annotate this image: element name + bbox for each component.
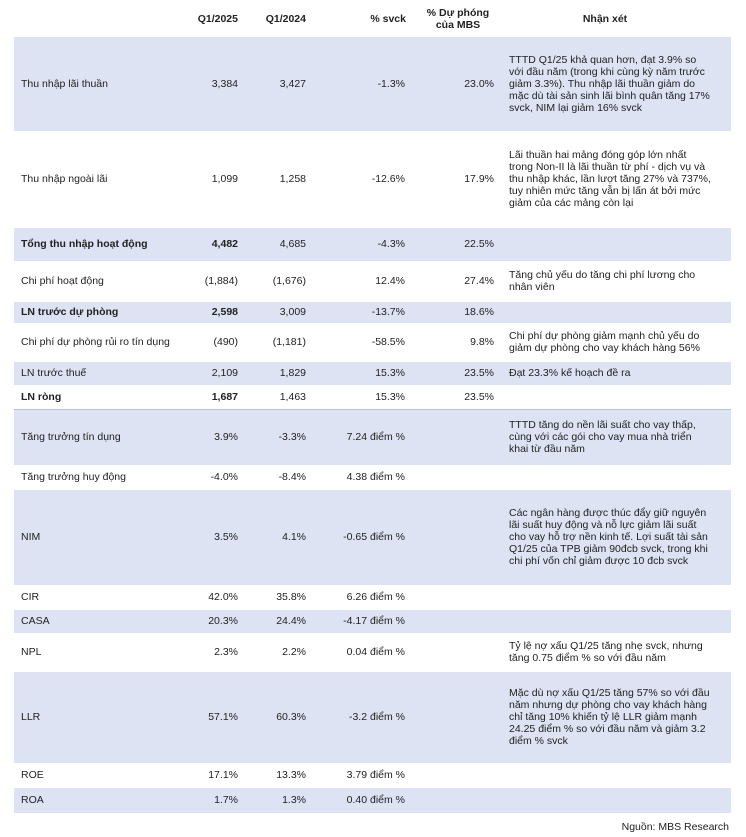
value-yoy: 4.38 điểm % — [346, 471, 405, 483]
row-note: Tỷ lệ nợ xấu Q1/25 tăng nhẹ svck, nhưng tăng 0.75 điểm % so với đầu năm — [509, 640, 703, 664]
value-q1-2025: 3.9% — [180, 409, 238, 465]
row-note: TTTD tăng do nền lãi suất cho vay thấp, cùng với các gói cho vay mua nhà triển khai từ đầu năm — [494, 409, 731, 465]
financial-results-table — [14, 37, 731, 814]
row-note — [494, 787, 731, 813]
table-row — [14, 489, 731, 585]
table-row — [14, 609, 731, 633]
value-forecast — [405, 409, 494, 465]
value-q1-2024: (1,676) — [272, 275, 306, 287]
row-note: Đạt 23.3% kế hoạch đề ra — [494, 361, 731, 385]
table-header — [0, 0, 746, 36]
row-note — [494, 385, 731, 409]
value-q1-2024: 3,009 — [238, 301, 306, 323]
value-q1-2024: 4,685 — [238, 227, 306, 261]
row-label: Tăng trưởng huy động — [21, 471, 126, 483]
value-forecast — [405, 489, 494, 585]
row-note — [494, 301, 731, 323]
row-label: ROA — [14, 787, 180, 813]
value-forecast: 17.9% — [464, 173, 494, 185]
value-forecast: 18.6% — [405, 301, 494, 323]
value-q1-2024: 1.3% — [238, 787, 306, 813]
value-yoy: 15.3% — [306, 361, 405, 385]
value-q1-2024: 13.3% — [276, 769, 306, 781]
value-q1-2024: 24.4% — [238, 609, 306, 633]
value-forecast — [405, 671, 494, 763]
table-row — [14, 465, 731, 489]
value-yoy: -4.17 điểm % — [306, 609, 405, 633]
value-yoy: 7.24 điểm % — [306, 409, 405, 465]
row-label: Tăng trưởng tín dụng — [14, 409, 180, 465]
value-q1-2025: 1,687 — [211, 391, 238, 403]
value-q1-2024: (1,181) — [272, 336, 306, 348]
table-row — [14, 633, 731, 671]
row-label: LN trước thuế — [14, 361, 180, 385]
value-yoy: -13.7% — [306, 301, 405, 323]
row-label: CIR — [21, 591, 40, 603]
value-forecast — [405, 763, 494, 787]
table-row — [14, 301, 731, 323]
value-forecast: 22.5% — [405, 227, 494, 261]
row-note: Mặc dù nợ xấu Q1/25 tăng 57% so với đầu năm nhưng dự phòng cho vay khách hàng chỉ tăng 10% khiến tỷ lệ LLR giảm mạnh 24.25 điểm % so với đầu năm và giảm 3.2 điểm % svck — [494, 671, 731, 763]
header-forecast-line1: % Dự phóng — [426, 7, 490, 19]
row-note: Lãi thuần hai mảng đóng góp lớn nhất trong Non-II là lãi thuần từ phí - dịch vụ và thu nhập khác, lần lượt tăng 27% và 737%, tuy nhiên mức tăng vẫn bị lấn át bởi mức giảm của các mảng còn lại — [509, 149, 711, 209]
table-row — [14, 227, 731, 261]
value-yoy: -12.6% — [371, 173, 405, 185]
row-note — [494, 763, 731, 787]
table-row — [14, 361, 731, 385]
value-q1-2025: 17.1% — [208, 769, 238, 781]
value-q1-2024: -3.3% — [238, 409, 306, 465]
table-row — [14, 787, 731, 813]
value-forecast — [405, 465, 494, 489]
value-q1-2025: 57.1% — [180, 671, 238, 763]
value-q1-2025: 20.3% — [180, 609, 238, 633]
row-label: LLR — [14, 671, 180, 763]
row-label: CASA — [14, 609, 180, 633]
row-label: Chi phí dự phòng rủi ro tín dụng — [21, 336, 170, 348]
value-q1-2025: (1,884) — [204, 275, 238, 287]
value-yoy: 15.3% — [375, 391, 405, 403]
header-q1-2024: Q1/2024 — [265, 13, 306, 25]
value-q1-2025: 4,482 — [180, 227, 238, 261]
value-forecast: 23.0% — [405, 37, 494, 131]
value-yoy: 6.26 điểm % — [346, 591, 405, 603]
row-label: Tổng thu nhập hoạt động — [14, 227, 180, 261]
value-q1-2025: 1.7% — [180, 787, 238, 813]
value-forecast: 27.4% — [464, 275, 494, 287]
value-forecast: 23.5% — [464, 391, 494, 403]
value-q1-2025: -4.0% — [210, 471, 238, 483]
value-forecast — [405, 609, 494, 633]
row-note — [494, 609, 731, 633]
row-label: Thu nhập ngoài lãi — [21, 173, 108, 185]
value-yoy: 0.04 điểm % — [346, 646, 405, 658]
value-q1-2024: 2.2% — [282, 646, 306, 658]
value-q1-2024: 35.8% — [276, 591, 306, 603]
table-row — [14, 261, 731, 301]
value-yoy: -1.3% — [306, 37, 405, 131]
row-note: TTTD Q1/25 khả quan hơn, đạt 3.9% so với đầu năm (trong khi cùng kỳ năm trước giảm 3.3%). Thu nhập lãi thuần giảm do mặc dù tài sản sinh lãi bình quân tăng 17% svck, NIM lại giảm 16% svck — [494, 37, 731, 131]
value-q1-2025: 3,384 — [180, 37, 238, 131]
value-yoy: 3.79 điểm % — [346, 769, 405, 781]
value-forecast — [405, 787, 494, 813]
value-yoy: 0.40 điểm % — [306, 787, 405, 813]
row-label: NPL — [21, 646, 42, 658]
value-yoy: -58.5% — [371, 336, 405, 348]
value-q1-2024: -8.4% — [278, 471, 306, 483]
header-forecast — [420, 7, 496, 31]
row-note: Các ngân hàng được thúc đẩy giữ nguyên lãi suất huy động và nỗ lực giảm lãi suất cho vay hỗ trợ nền kinh tế. Lợi suất tài sản Q1/25 của TPB giảm 90đcb svck, trong khi chi phí vốn chỉ giảm được 10 đcb svck — [494, 489, 731, 585]
value-forecast — [405, 633, 494, 671]
value-yoy: -3.2 điểm % — [306, 671, 405, 763]
row-label: ROE — [21, 769, 44, 781]
table-row — [14, 763, 731, 787]
row-note: Tăng chủ yếu do tăng chi phí lương cho nhân viên — [509, 269, 696, 293]
row-label: LN ròng — [21, 391, 62, 403]
value-q1-2025: 2,598 — [180, 301, 238, 323]
row-note: Chi phí dự phòng giảm mạnh chủ yếu do giảm dự phòng cho vay khách hàng 56% — [509, 330, 700, 354]
value-q1-2024: 1,829 — [238, 361, 306, 385]
table-row — [14, 37, 731, 131]
value-q1-2025: (490) — [213, 336, 238, 348]
table-row — [14, 131, 731, 227]
value-yoy: -0.65 điểm % — [306, 489, 405, 585]
value-q1-2025: 1,099 — [211, 173, 238, 185]
value-q1-2025: 42.0% — [208, 591, 238, 603]
table-row — [14, 323, 731, 361]
table-row — [14, 671, 731, 763]
value-forecast: 23.5% — [405, 361, 494, 385]
row-label: LN trước dự phòng — [14, 301, 180, 323]
table-row — [14, 409, 731, 465]
row-note — [494, 227, 731, 261]
value-q1-2024: 1,258 — [279, 173, 306, 185]
value-forecast: 9.8% — [470, 336, 494, 348]
header-comment: Nhận xét — [582, 13, 628, 25]
row-note — [494, 465, 731, 489]
value-q1-2024: 3,427 — [238, 37, 306, 131]
row-label: NIM — [14, 489, 180, 585]
value-q1-2025: 3.5% — [180, 489, 238, 585]
source-note: Nguồn: MBS Research — [621, 821, 729, 833]
row-label: Chi phí hoạt động — [21, 275, 104, 287]
value-q1-2025: 2.3% — [214, 646, 238, 658]
value-yoy: -4.3% — [306, 227, 405, 261]
row-label: Thu nhập lãi thuần — [14, 37, 180, 131]
header-q1-2025: Q1/2025 — [197, 13, 238, 25]
value-q1-2024: 4.1% — [238, 489, 306, 585]
value-q1-2025: 2,109 — [180, 361, 238, 385]
header-yoy: % svck — [370, 13, 406, 25]
value-q1-2024: 60.3% — [238, 671, 306, 763]
value-yoy: 12.4% — [375, 275, 405, 287]
table-row — [14, 585, 731, 609]
header-forecast-line2: của MBS — [435, 19, 481, 31]
value-q1-2024: 1,463 — [279, 391, 306, 403]
table-row — [14, 385, 731, 409]
row-note — [494, 585, 731, 609]
value-forecast — [405, 585, 494, 609]
